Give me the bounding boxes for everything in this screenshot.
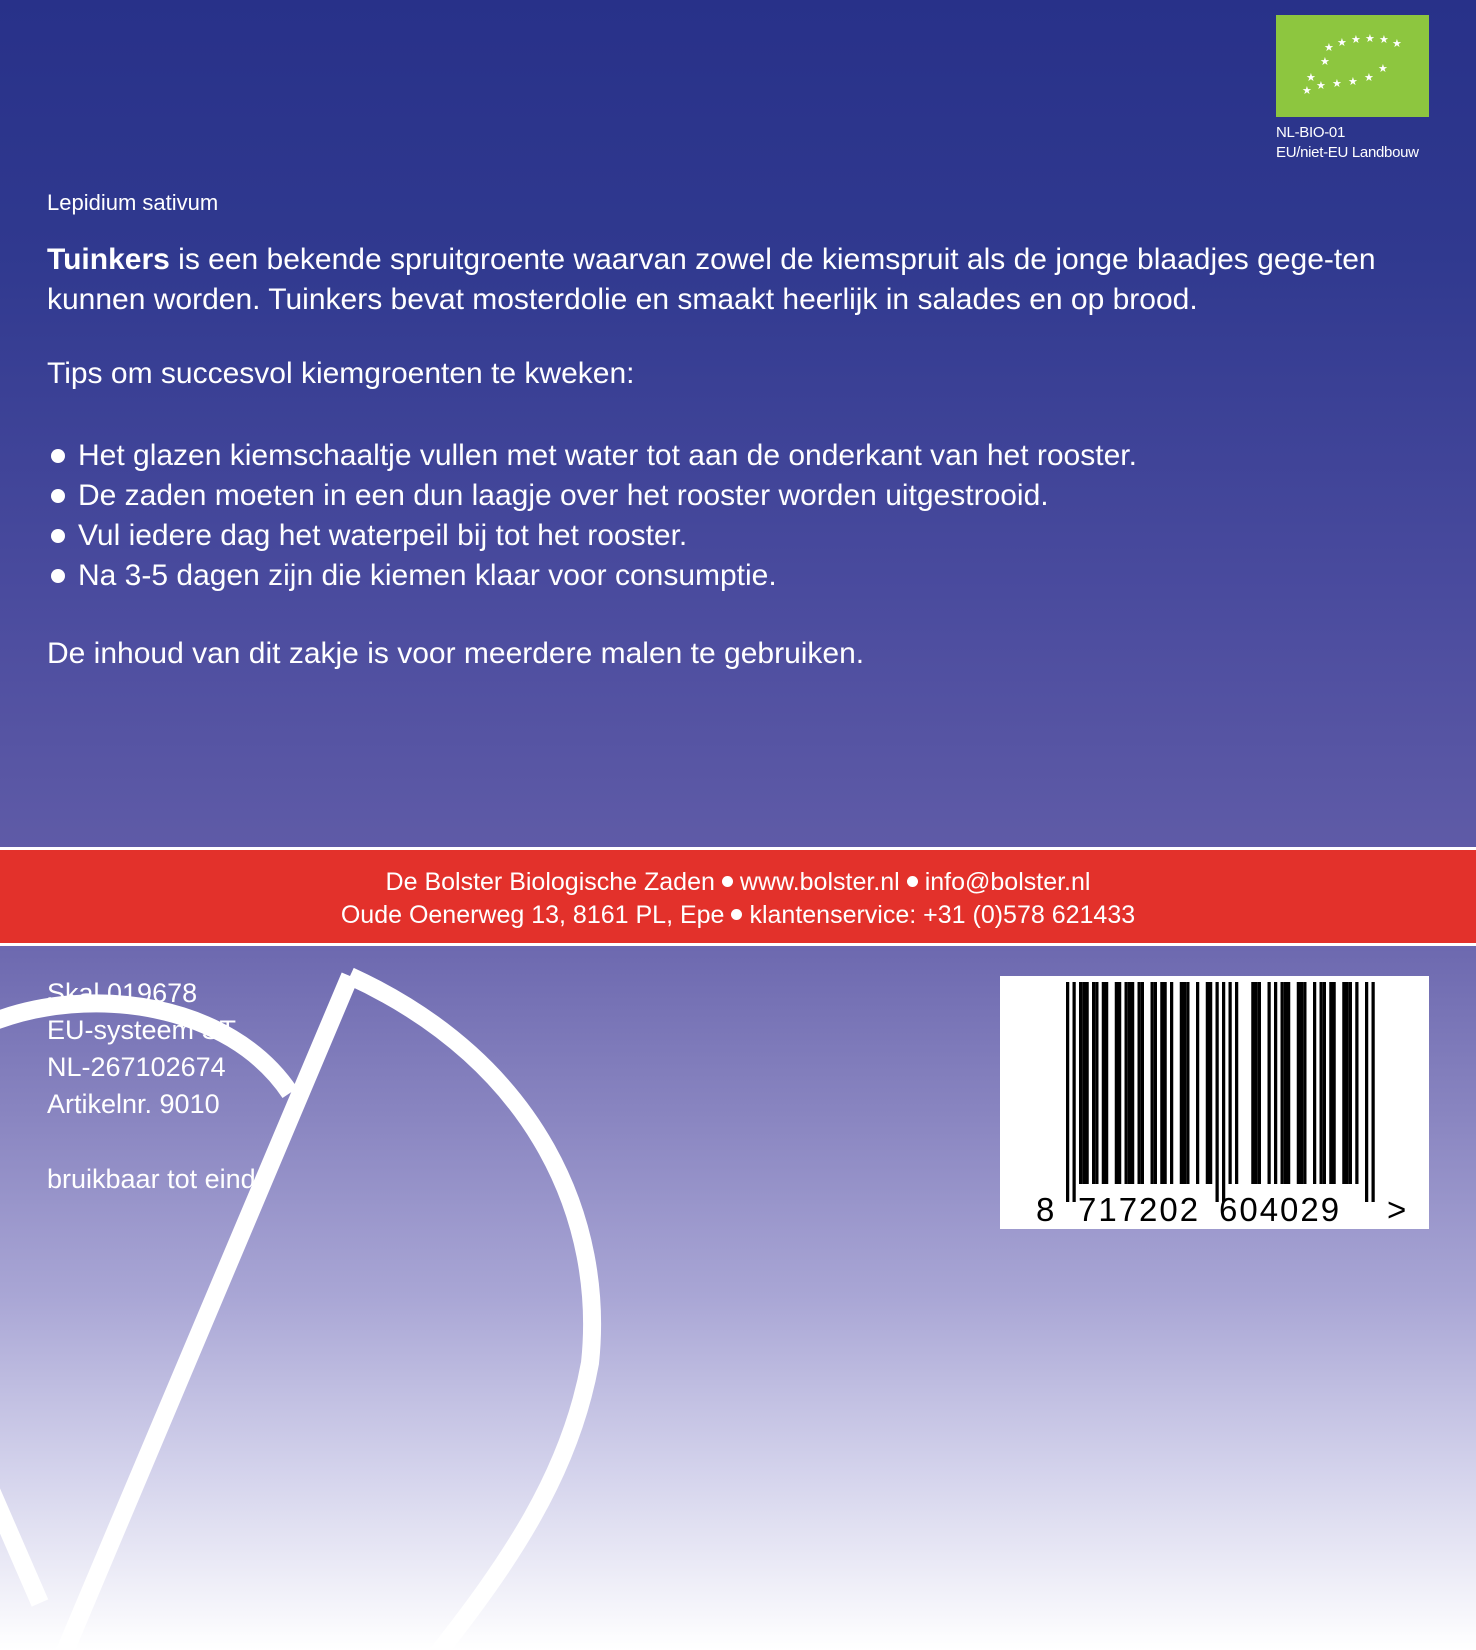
company-address: Oude Oenerweg 13, 8161 PL, Epe [340, 901, 725, 929]
company-contact-line [0, 868, 1476, 897]
barcode-bar [1141, 982, 1144, 1184]
barcode-bar [1365, 982, 1368, 1202]
barcode-bar [1206, 982, 1209, 1184]
svg-text:★: ★ [1378, 62, 1388, 75]
bullet-icon [51, 569, 65, 583]
barcode-bar [1355, 982, 1358, 1184]
barcode-bar [1105, 982, 1108, 1184]
tips-heading: Tips om succesvol kiemgroenten te kweken: [47, 357, 635, 390]
svg-text:★: ★ [1379, 33, 1389, 46]
barcode-bar [1303, 982, 1306, 1184]
svg-text:★: ★ [1392, 37, 1402, 50]
organic-origin: EU/niet-EU Landbouw [1276, 144, 1419, 161]
barcode-bar [1066, 982, 1069, 1202]
list-item [47, 476, 1137, 516]
barcode-bar [1138, 982, 1141, 1184]
barcode-bar [1082, 982, 1085, 1184]
bullet-icon [722, 876, 733, 887]
barcode-bar [1128, 982, 1131, 1184]
barcode-bar [1323, 982, 1326, 1184]
bullet-icon [907, 876, 918, 887]
list-item [47, 556, 1137, 596]
barcode-bar [1333, 982, 1336, 1184]
barcode-bar [1216, 982, 1219, 1202]
barcode-bar [1313, 982, 1316, 1184]
barcode-bar [1170, 982, 1173, 1184]
barcode-bar [1160, 982, 1163, 1184]
barcode-bar [1125, 982, 1128, 1184]
svg-text:★: ★ [1302, 84, 1312, 97]
eu-system-code: EU-systeem ST [47, 1015, 237, 1045]
svg-text:★: ★ [1365, 32, 1375, 45]
barcode-bar [1186, 982, 1189, 1184]
company-email: info@bolster.nl [924, 868, 1091, 896]
barcode-bar [1102, 982, 1105, 1184]
barcode-bar [1268, 982, 1271, 1184]
barcode-bar [1183, 982, 1186, 1184]
tip-text: De zaden moeten in een dun laagje over het rooster worden uitgestrooid. [78, 479, 1049, 512]
certification-codes [47, 975, 236, 1123]
barcode-bar [1372, 982, 1375, 1202]
svg-text:★: ★ [1316, 79, 1326, 92]
organic-certification-code [1276, 123, 1419, 163]
bullet-icon [731, 909, 742, 920]
barcode [1000, 976, 1429, 1229]
company-website: www.bolster.nl [739, 868, 900, 896]
barcode-bar [1118, 982, 1121, 1184]
barcode-bar [1196, 982, 1199, 1184]
tip-text: Vul iedere dag het waterpeil bij tot het rooster. [78, 519, 688, 552]
barcode-bar [1229, 982, 1232, 1184]
barcode-bar [1297, 982, 1300, 1184]
svg-text:★: ★ [1320, 55, 1330, 68]
barcode-bars [1000, 976, 1429, 1229]
customer-service: klantenservice: +31 (0)578 621433 [749, 901, 1136, 929]
barcode-bar [1086, 982, 1089, 1184]
list-item [47, 516, 1137, 556]
barcode-right-group: 604029 [1219, 1191, 1342, 1228]
product-name: Tuinkers [47, 243, 170, 276]
barcode-bar [1284, 982, 1287, 1184]
bullet-icon [51, 529, 65, 543]
svg-text:★: ★ [1351, 33, 1361, 46]
barcode-bar [1180, 982, 1183, 1184]
product-description [47, 240, 1442, 320]
barcode-bar [1329, 982, 1332, 1184]
skal-code: Skal 019678 [47, 978, 198, 1008]
barcode-bar [1222, 982, 1225, 1202]
barcode-bar [1095, 982, 1098, 1184]
barcode-bar [1235, 982, 1238, 1184]
usage-note: De inhoud van dit zakje is voor meerdere malen te gebruiken. [47, 637, 865, 670]
bullet-icon [51, 489, 65, 503]
barcode-bar [1300, 982, 1303, 1184]
barcode-bar [1092, 982, 1095, 1184]
barcode-bar [1346, 982, 1349, 1184]
barcode-bar [1151, 982, 1154, 1184]
svg-text:★: ★ [1332, 77, 1342, 90]
barcode-bar [1251, 982, 1254, 1184]
svg-text:★: ★ [1337, 36, 1347, 49]
company-address-line [0, 901, 1476, 930]
barcode-left-group: 717202 [1078, 1191, 1201, 1228]
barcode-bar [1274, 982, 1277, 1184]
description-text: is een bekende spruitgroente waarvan zowel de kiemspruit als de jonge blaadjes gege-ten kunnen worden. Tuinkers bevat mosterdolie en smaakt heerlijk in salades en op brood. [47, 243, 1376, 316]
barcode-bar [1073, 982, 1076, 1202]
barcode-bar [1287, 982, 1290, 1184]
list-item [47, 436, 1137, 476]
barcode-bar [1154, 982, 1157, 1184]
barcode-bar [1255, 982, 1258, 1184]
tips-list [47, 436, 1137, 596]
svg-text:★: ★ [1364, 71, 1374, 84]
eu-organic-leaf-icon [1276, 15, 1429, 117]
barcode-bar [1258, 982, 1261, 1184]
barcode-bar [1281, 982, 1284, 1184]
company-name: De Bolster Biologische Zaden [385, 868, 715, 896]
article-number: Artikelnr. 9010 [47, 1089, 220, 1119]
barcode-marker: > [1387, 1191, 1409, 1228]
barcode-bar [1342, 982, 1345, 1184]
tip-text: Na 3-5 dagen zijn die kiemen klaar voor consumptie. [78, 559, 777, 592]
barcode-bar [1164, 982, 1167, 1184]
tip-text: Het glazen kiemschaaltje vullen met water tot aan de onderkant van het rooster. [78, 439, 1137, 472]
bullet-icon [51, 449, 65, 463]
best-before-label: bruikbaar tot eind: [47, 1164, 264, 1194]
company-info-band [0, 847, 1476, 946]
barcode-bar [1320, 982, 1323, 1184]
svg-text:★: ★ [1348, 75, 1358, 88]
barcode-bar [1131, 982, 1134, 1184]
barcode-bar [1349, 982, 1352, 1184]
svg-text:★: ★ [1324, 41, 1334, 54]
nl-number: NL-267102674 [47, 1052, 226, 1082]
organic-code: NL-BIO-01 [1276, 124, 1345, 141]
barcode-first-digit: 8 [1036, 1191, 1057, 1228]
barcode-bar [1115, 982, 1118, 1184]
barcode-bar [1079, 982, 1082, 1184]
latin-name: Lepidium sativum [47, 190, 219, 215]
svg-text:★: ★ [1306, 71, 1316, 84]
barcode-bar [1209, 982, 1212, 1184]
